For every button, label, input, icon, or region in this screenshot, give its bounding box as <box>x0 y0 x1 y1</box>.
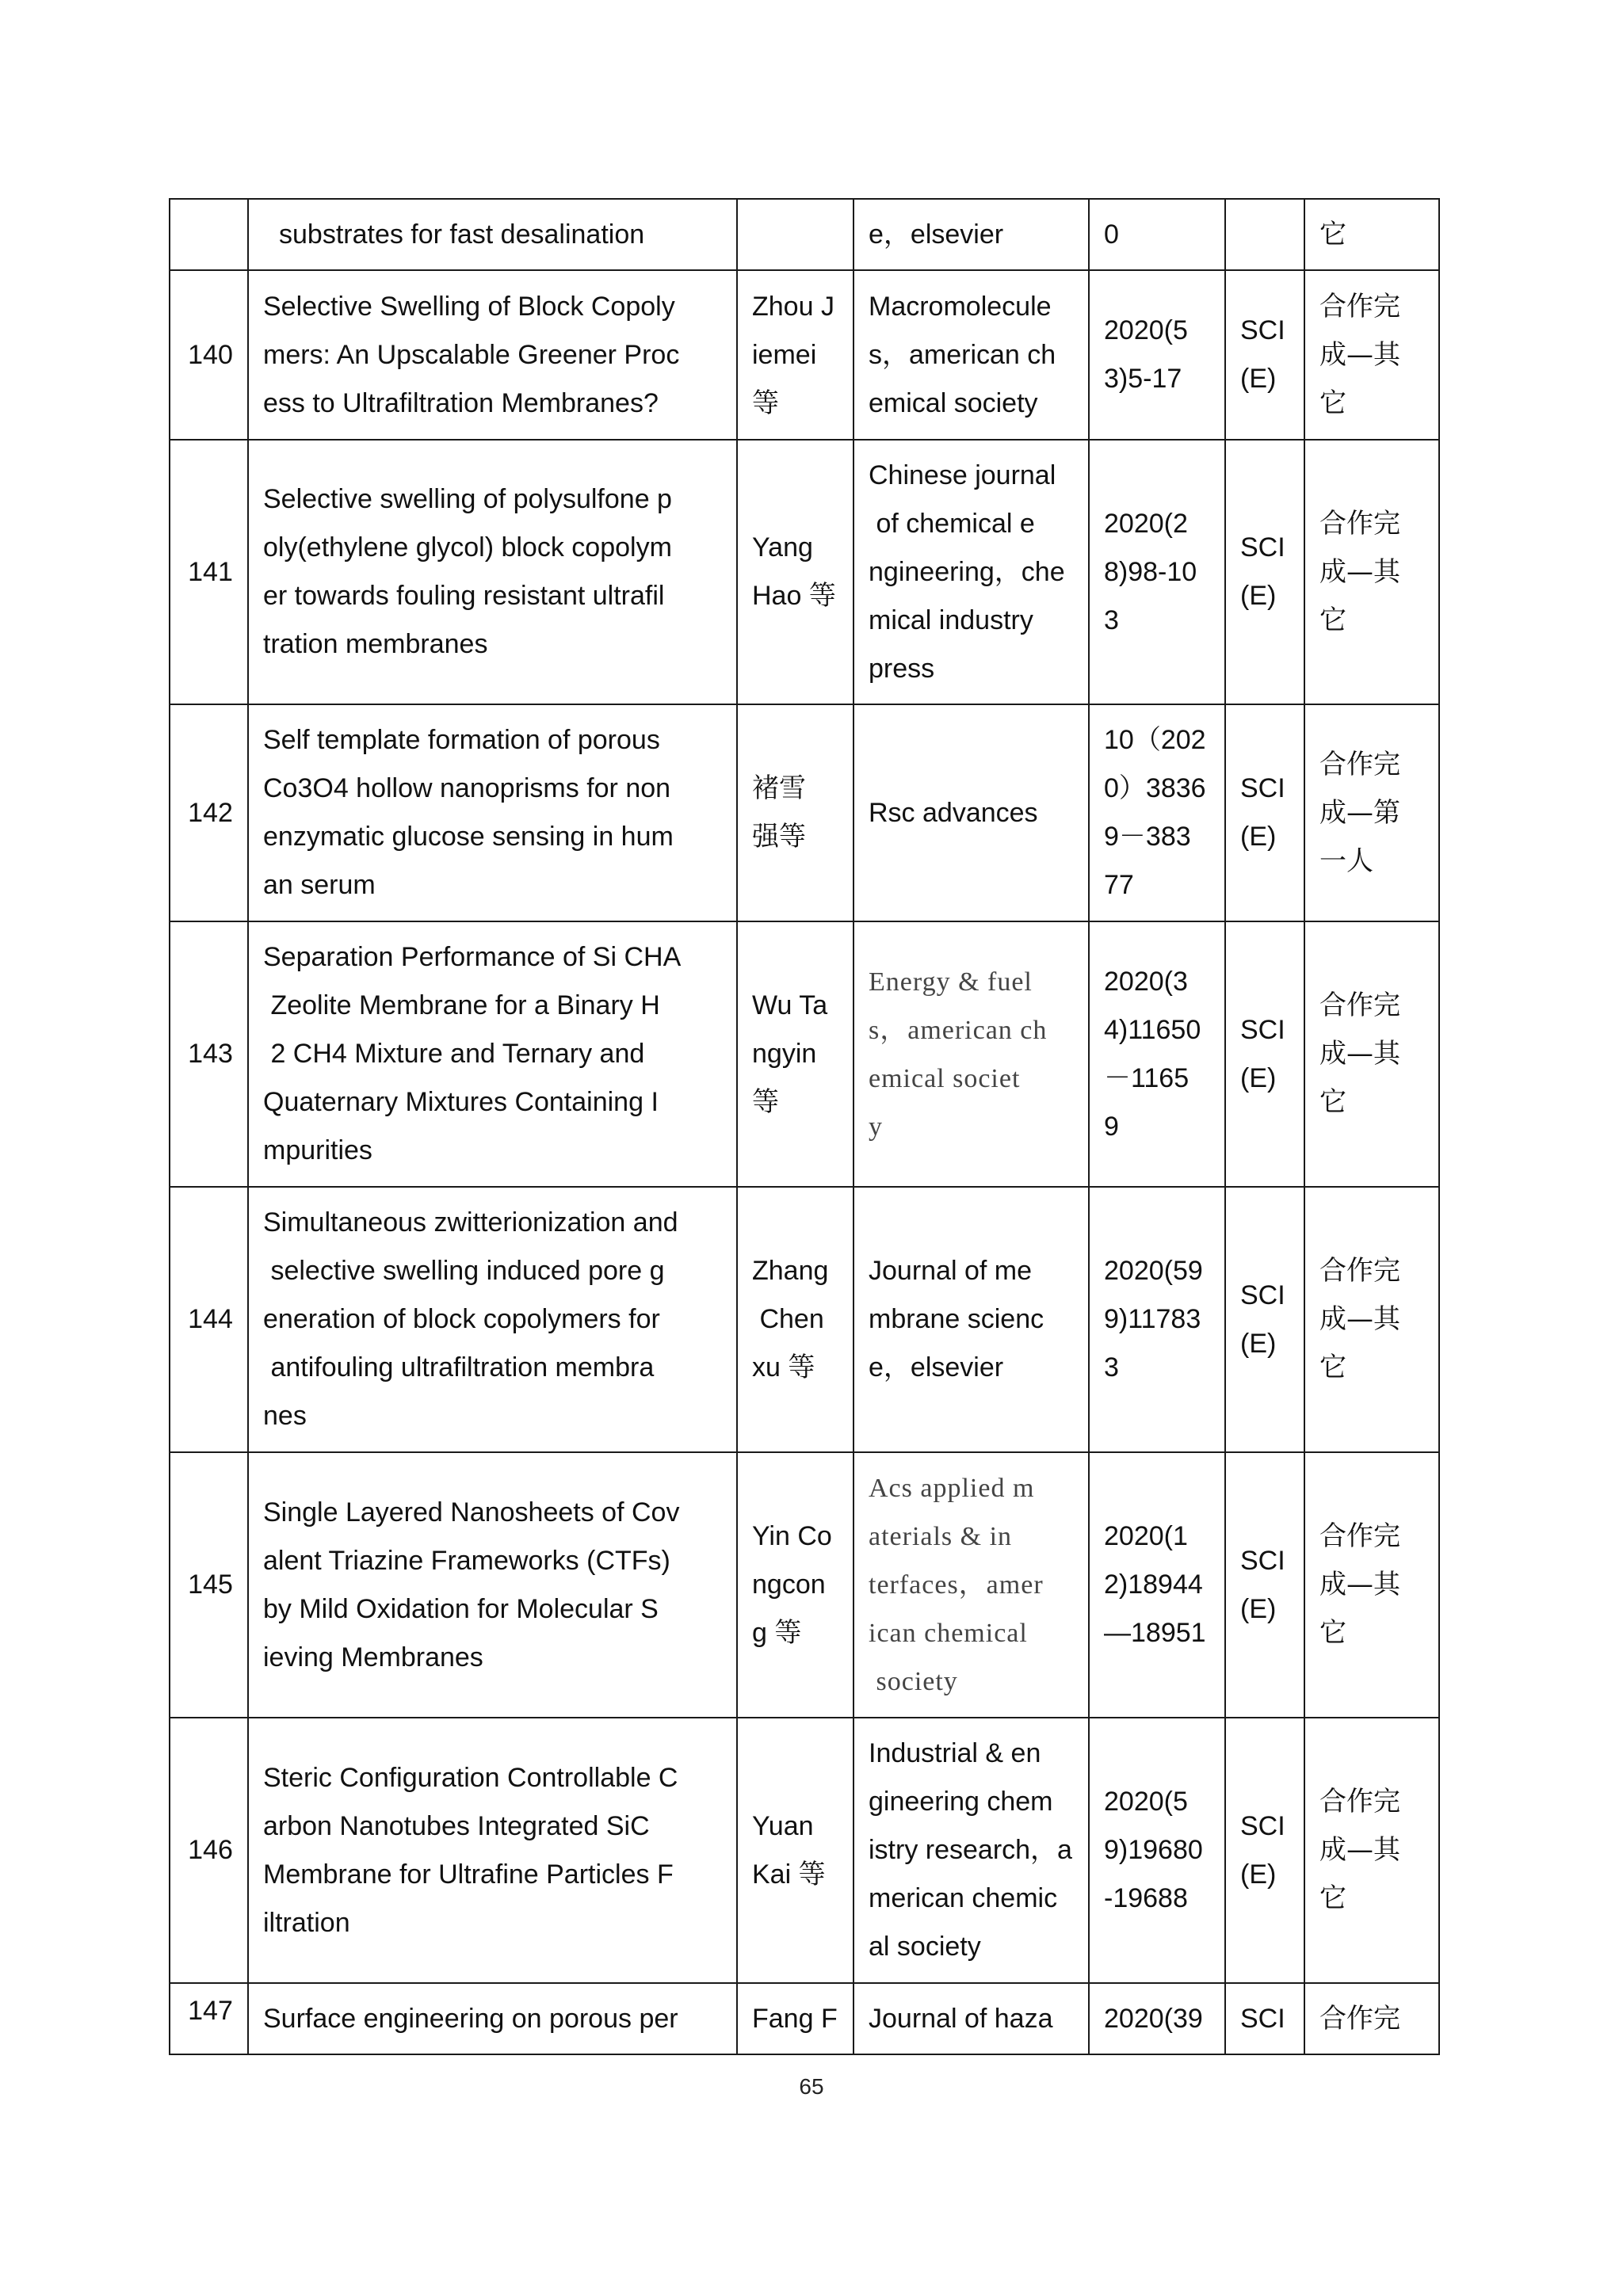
author-cell: Yang Hao 等 <box>737 440 854 704</box>
table-row <box>170 199 1439 270</box>
table-row <box>170 704 1439 921</box>
journal-cell: Industrial & en gineering chem istry research，a merican chemic al society <box>854 1718 1089 1983</box>
title-cell: Surface engineering on porous per <box>248 1983 737 2054</box>
table-row <box>170 270 1439 440</box>
journal-cell: Chinese journal of chemical e ngineering，che mical industry press <box>854 440 1089 704</box>
title-cell: Selective Swelling of Block Copoly mers: An Upscalable Greener Proc ess to Ultrafiltration Membranes? <box>248 270 737 440</box>
completion-type-cell: 合作完 成—其 它 <box>1304 270 1439 440</box>
completion-type-cell: 合作完 <box>1304 1983 1439 2054</box>
completion-type-cell: 合作完 成—其 它 <box>1304 1718 1439 1983</box>
author-cell: Zhou J iemei 等 <box>737 270 854 440</box>
table-row <box>170 921 1439 1187</box>
journal-cell: Journal of haza <box>854 1983 1089 2054</box>
table-row <box>170 1452 1439 1718</box>
title-cell: Selective swelling of polysulfone p oly(ethylene glycol) block copolym er towards fouling resistant ultrafil tration membranes <box>248 440 737 704</box>
table-row <box>170 440 1439 704</box>
index-level-cell: SCI (E) <box>1225 270 1304 440</box>
completion-type-cell: 合作完 成—其 它 <box>1304 440 1439 704</box>
volume-pages-cell: 2020(59 9)11783 3 <box>1089 1187 1225 1452</box>
row-number-cell: 142 <box>170 704 248 921</box>
author-cell: Zhang Chen xu 等 <box>737 1187 854 1452</box>
journal-cell: Journal of me mbrane scienc e，elsevier <box>854 1187 1089 1452</box>
journal-cell: Acs applied m aterials & in terfaces，amer ican chemical society <box>854 1452 1089 1718</box>
page-number: 65 <box>799 2074 824 2099</box>
journal-cell: Energy & fuel s，american ch emical societ y <box>854 921 1089 1187</box>
volume-pages-cell: 2020(2 8)98-10 3 <box>1089 440 1225 704</box>
row-number-cell: 145 <box>170 1452 248 1718</box>
volume-pages-cell: 10（202 0）3836 9－383 77 <box>1089 704 1225 921</box>
volume-pages-cell: 2020(1 2)18944 —18951 <box>1089 1452 1225 1718</box>
completion-type-cell: 合作完 成—第 一人 <box>1304 704 1439 921</box>
row-number-cell: 141 <box>170 440 248 704</box>
author-cell: Fang F <box>737 1983 854 2054</box>
index-level-cell: SCI (E) <box>1225 1187 1304 1452</box>
row-number-cell: 146 <box>170 1718 248 1983</box>
index-level-cell: SCI (E) <box>1225 1452 1304 1718</box>
title-cell: Single Layered Nanosheets of Cov alent Triazine Frameworks (CTFs) by Mild Oxidation for Molecular S ieving Membranes <box>248 1452 737 1718</box>
volume-pages-cell: 0 <box>1089 199 1225 270</box>
volume-pages-cell: 2020(39 <box>1089 1983 1225 2054</box>
completion-type-cell: 合作完 成—其 它 <box>1304 1452 1439 1718</box>
title-cell: Steric Configuration Controllable C arbon Nanotubes Integrated SiC Membrane for Ultrafine Particles F iltration <box>248 1718 737 1983</box>
index-level-cell <box>1225 199 1304 270</box>
author-cell: Wu Ta ngyin 等 <box>737 921 854 1187</box>
table-row <box>170 1187 1439 1452</box>
journal-cell: Macromolecule s，american ch emical society <box>854 270 1089 440</box>
author-cell: Yin Co ngcon g 等 <box>737 1452 854 1718</box>
author-cell: 褚雪 强等 <box>737 704 854 921</box>
row-number-cell: 144 <box>170 1187 248 1452</box>
index-level-cell: SCI (E) <box>1225 921 1304 1187</box>
volume-pages-cell: 2020(3 4)11650 －1165 9 <box>1089 921 1225 1187</box>
journal-cell: e，elsevier <box>854 199 1089 270</box>
row-number-cell: 143 <box>170 921 248 1187</box>
table-row <box>170 1983 1439 2054</box>
journal-cell: Rsc advances <box>854 704 1089 921</box>
index-level-cell: SCI <box>1225 1983 1304 2054</box>
table-row <box>170 1718 1439 1983</box>
row-number-cell: 147 <box>170 1983 248 2054</box>
index-level-cell: SCI (E) <box>1225 1718 1304 1983</box>
completion-type-cell: 合作完 成—其 它 <box>1304 921 1439 1187</box>
index-level-cell: SCI (E) <box>1225 704 1304 921</box>
volume-pages-cell: 2020(5 3)5-17 <box>1089 270 1225 440</box>
completion-type-cell: 它 <box>1304 199 1439 270</box>
title-cell: Separation Performance of Si CHA Zeolite Membrane for a Binary H 2 CH4 Mixture and Ternary and Quaternary Mixtures Containing I mpurities <box>248 921 737 1187</box>
title-cell: Simultaneous zwitterionization and selective swelling induced pore g eneration of block copolymers for antifouling ultrafiltration membra nes <box>248 1187 737 1452</box>
author-cell: Yuan Kai 等 <box>737 1718 854 1983</box>
volume-pages-cell: 2020(5 9)19680 -19688 <box>1089 1718 1225 1983</box>
title-cell: Self template formation of porous Co3O4 hollow nanoprisms for non enzymatic glucose sensing in hum an serum <box>248 704 737 921</box>
row-number-cell: 140 <box>170 270 248 440</box>
index-level-cell: SCI (E) <box>1225 440 1304 704</box>
completion-type-cell: 合作完 成—其 它 <box>1304 1187 1439 1452</box>
publication-table <box>169 198 1440 2055</box>
publication-table-body <box>170 199 1439 2054</box>
row-number-cell <box>170 199 248 270</box>
title-cell: substrates for fast desalination <box>248 199 737 270</box>
author-cell <box>737 199 854 270</box>
